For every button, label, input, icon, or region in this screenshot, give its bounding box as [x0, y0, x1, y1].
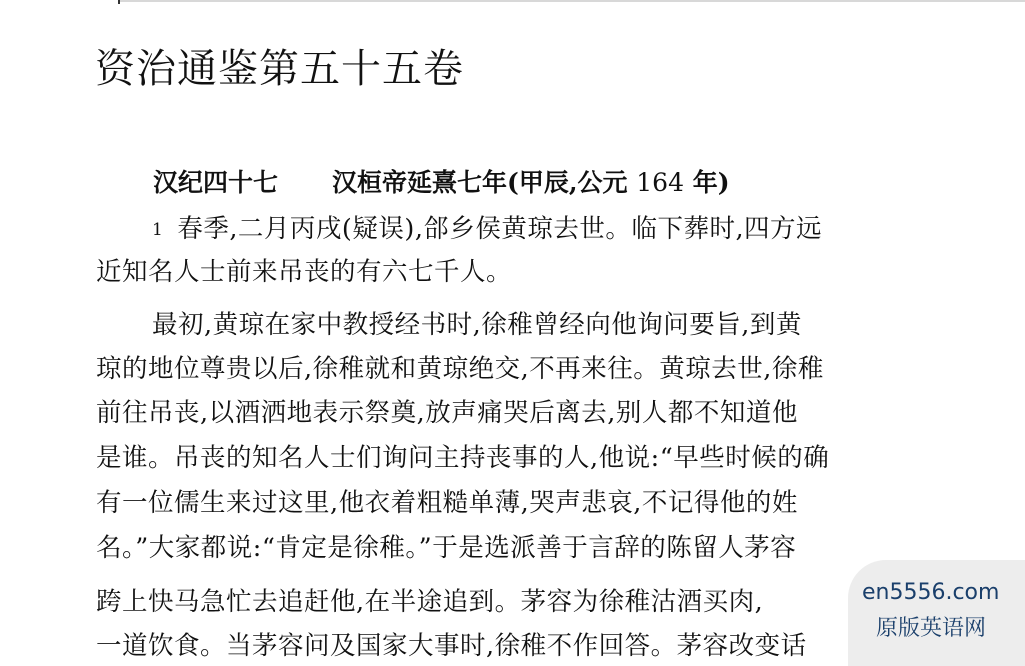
section-heading — [153, 166, 730, 200]
watermark-tagline: 原版英语网 — [876, 616, 987, 641]
paragraph2-line4: 是谁。吊丧的知名人士们询问主持丧事的人,他说:“早些时候的确 — [96, 443, 830, 473]
heading-dynasty: 汉纪四十七 — [153, 168, 279, 197]
paragraph2-line2: 琼的地位尊贵以后,徐稚就和黄琼绝交,不再来往。黄琼去世,徐稚 — [96, 354, 824, 384]
page-title: 资治通鉴第五十五卷 — [95, 46, 464, 92]
paragraph2-line6: 名。”大家都说:“肯定是徐稚。”于是选派善于言辞的陈留人茅容 — [96, 533, 797, 563]
watermark-site: en5556.com — [862, 580, 1000, 605]
top-rule — [120, 0, 1025, 2]
paragraph-number: 1 — [152, 220, 164, 240]
text-line — [152, 211, 822, 248]
paragraph2-line7: 跨上快马急忙去追赶他,在半途追到。茅容为徐稚沽酒买肉, — [96, 587, 764, 617]
paragraph1-line2: 近知名人士前来吊丧的有六七千人。 — [96, 257, 513, 287]
paragraph1-line1: 春季,二月丙戌(疑误),郃乡侯黄琼去世。临下葬时,四方远 — [177, 214, 823, 244]
paragraph2-line1: 最初,黄琼在家中教授经书时,徐稚曾经向他询问要旨,到黄 — [152, 310, 802, 340]
paragraph2-line3: 前往吊丧,以酒洒地表示祭奠,放声痛哭后离去,别人都不知道他 — [96, 398, 798, 428]
paragraph2-line8: 一道饮食。当茅容问及国家大事时,徐稚不作回答。茅容改变话 — [96, 631, 807, 661]
paragraph2-line5: 有一位儒生来过这里,他衣着粗糙单薄,哭声悲哀,不记得他的姓 — [96, 488, 798, 518]
heading-year-number: 164 — [636, 168, 684, 197]
heading-year-suffix: 年) — [692, 168, 730, 197]
top-rule-mark — [118, 0, 120, 4]
heading-reign: 汉桓帝延熹七年(甲辰,公元 — [332, 168, 628, 197]
